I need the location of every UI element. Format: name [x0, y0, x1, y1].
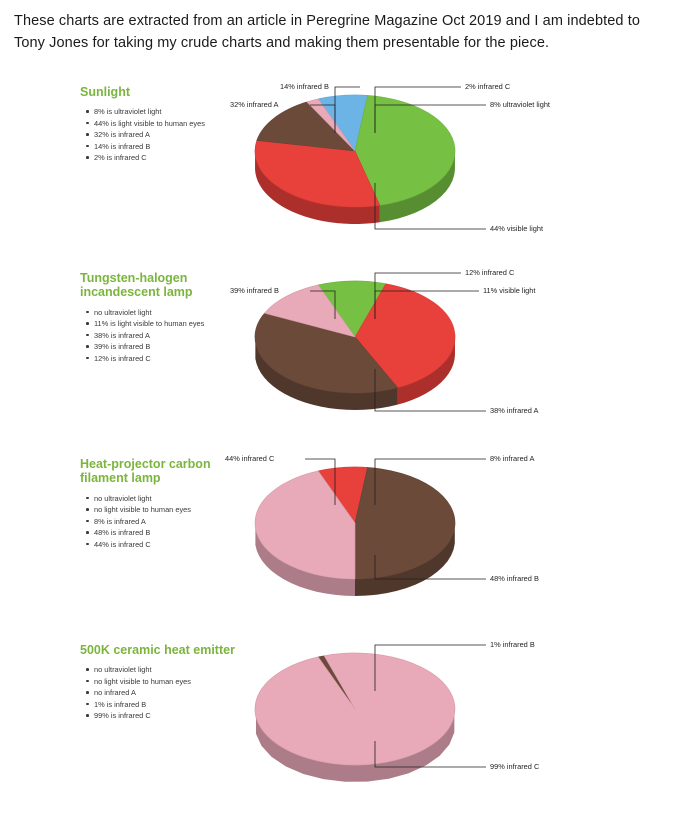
chart-block	[0, 445, 681, 631]
chart-bullet-item: 38% is infrared A	[94, 330, 260, 341]
chart-bullet-item: no ultraviolet light	[94, 493, 260, 504]
chart-bullet-item: 99% is infrared C	[94, 710, 260, 721]
pie-chart	[225, 73, 681, 259]
chart-bullet-item: 44% is light visible to human eyes	[94, 118, 260, 129]
pie-chart	[225, 445, 681, 631]
chart-bullet-item: 32% is infrared A	[94, 129, 260, 140]
chart-bullet-item: 2% is infrared C	[94, 152, 260, 163]
callout-leader-line	[225, 73, 681, 259]
pie-slice-label: 8% ultraviolet light	[490, 99, 550, 109]
pie-chart	[225, 259, 681, 445]
callout-leader-line	[225, 259, 681, 445]
pie-slice-label: 1% infrared B	[490, 639, 535, 649]
chart-bullet-item: no light visible to human eyes	[94, 504, 260, 515]
chart-bullet-item: 48% is infrared B	[94, 527, 260, 538]
intro-text: These charts are extracted from an article in Peregrine Magazine Oct 2019 and I am indebted to Tony Jones for taking my crude charts and making them presentable for the piece.	[14, 13, 640, 52]
pie-slice-label: 39% infrared B	[230, 285, 279, 295]
chart-bullet-item: no ultraviolet light	[94, 664, 260, 675]
chart-bullet-item: 8% is infrared A	[94, 516, 260, 527]
chart-bullet-item: 39% is infrared B	[94, 341, 260, 352]
pie-slice-label: 32% infrared A	[230, 99, 279, 109]
chart-list	[0, 73, 681, 817]
chart-bullet-item: 11% is light visible to human eyes	[94, 318, 260, 329]
chart-bullet-item: 14% is infrared B	[94, 141, 260, 152]
callout-leader-line	[225, 445, 681, 631]
chart-bullet-item: 1% is infrared B	[94, 699, 260, 710]
chart-block	[0, 73, 681, 259]
pie-chart	[225, 631, 681, 817]
pie-slice-label: 38% infrared A	[490, 405, 539, 415]
pie-slice-label: 44% infrared C	[225, 453, 275, 463]
chart-bullet-item: no ultraviolet light	[94, 307, 260, 318]
chart-title: Sunlight	[80, 84, 130, 99]
pie-slice-label: 48% infrared B	[490, 573, 539, 583]
chart-bullet-item: no infrared A	[94, 687, 260, 698]
chart-bullet-item: 12% is infrared C	[94, 353, 260, 364]
pie-slice-label: 12% infrared C	[465, 267, 515, 277]
pie-slice-label: 11% visible light	[483, 285, 536, 295]
intro-paragraph	[0, 0, 681, 55]
callout-leader-line	[225, 631, 681, 817]
chart-title: Heat-projector carbon filament lamp	[80, 456, 211, 486]
chart-title: 500K ceramic heat emitter	[80, 642, 235, 657]
chart-block	[0, 259, 681, 445]
chart-bullet-item: 44% is infrared C	[94, 539, 260, 550]
pie-slice-label: 44% visible light	[490, 223, 543, 233]
chart-block	[0, 631, 681, 817]
chart-title: Tungsten-halogen incandescent lamp	[80, 270, 193, 300]
pie-slice-label: 2% infrared C	[465, 81, 511, 91]
chart-bullet-item: 8% is ultraviolet light	[94, 106, 260, 117]
chart-bullet-item: no light visible to human eyes	[94, 676, 260, 687]
pie-slice-label: 8% infrared A	[490, 453, 535, 463]
pie-slice-label: 99% infrared C	[490, 761, 540, 771]
pie-slice-label: 14% infrared B	[280, 81, 329, 91]
